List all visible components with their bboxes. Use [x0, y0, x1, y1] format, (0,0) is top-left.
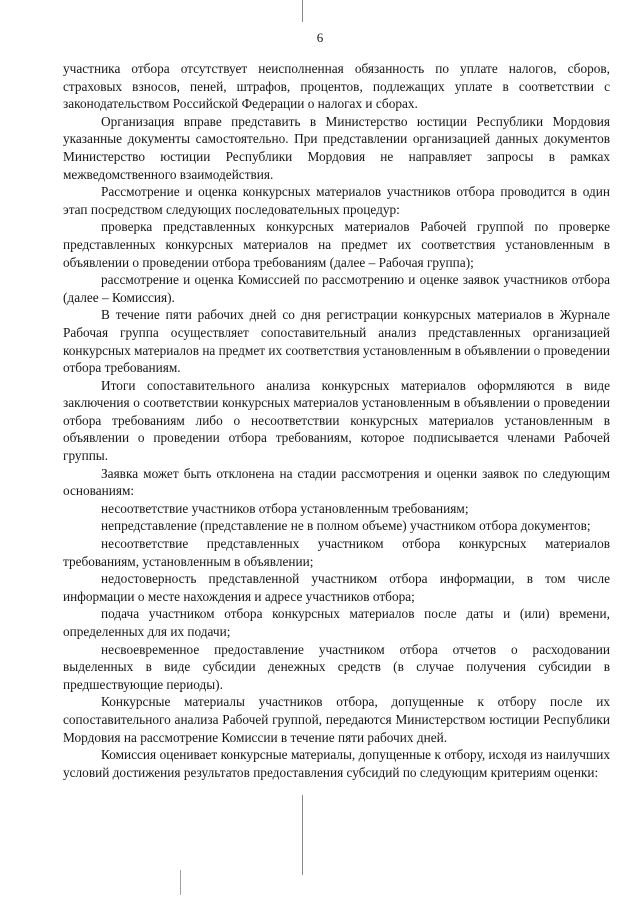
- paragraph: рассмотрение и оценка Комиссией по рассмотрению и оценке заявок участников отбора (далее – Комиссия).: [63, 272, 610, 305]
- scan-artifact-line: [180, 870, 181, 895]
- document-body: [63, 60, 610, 781]
- paragraph: Комиссия оценивает конкурсные материалы, допущенные к отбору, исходя из наилучших условий достижения результатов предоставления субсидий по следующим критериям оценки:: [63, 747, 610, 780]
- list-item: недостоверность представленной участником отбора информации, в том числе информации о месте нахождения и адресе участников отбора;: [63, 571, 610, 604]
- scan-artifact-line: [302, 795, 303, 875]
- paragraph: Конкурсные материалы участников отбора, допущенные к отбору после их сопоставительного анализа Рабочей группой, передаются Министерством юстиции Республики Мордовия на рассмотрение Комиссии в течение пяти рабочих дней.: [63, 694, 610, 745]
- list-item: несоответствие участников отбора установленным требованиям;: [101, 500, 469, 516]
- list-item: несоответствие представленных участником отбора конкурсных материалов требованиям, установленным в объявлении;: [63, 536, 610, 569]
- list-item: непредставление (представление не в полном объеме) участником отбора документов;: [101, 518, 591, 534]
- paragraph: участника отбора отсутствует неисполненная обязанность по уплате налогов, сборов, страховых взносов, пеней, штрафов, процентов, подлежащих уплате в соответствии с законодательством Российской Федерации о налогах и сборах.: [63, 61, 610, 112]
- paragraph: В течение пяти рабочих дней со дня регистрации конкурсных материалов в Журнале Рабочая группа осуществляет сопоставительный анализ представленных организацией конкурсных материалов на предмет их соответствия установленным в объявлении о проведении отбора требованиям.: [63, 307, 610, 376]
- paragraph: Организация вправе представить в Министерство юстиции Республики Мордовия указанные документы самостоятельно. При представлении организацией данных документов Министерство юстиции Республики Мордовия не направляет запросы в рамках межведомственного взаимодействия.: [63, 113, 610, 182]
- paragraph: Итоги сопоставительного анализа конкурсных материалов оформляются в виде заключения о соответствии конкурсных материалов установленным в объявлении о проведении отбора требованиям либо о несоответствии конкурсных материалов установленным в объявлении о проведении отбора требованиям, которое подписывается членами Рабочей группы.: [63, 377, 610, 464]
- scan-artifact-line: [302, 0, 303, 22]
- list-item: несвоевременное предоставление участником отбора отчетов о расходовании выделенных в виде субсидии денежных средств (в случае получения субсидии в предшествующие периоды).: [63, 641, 610, 692]
- list-item: подача участником отбора конкурсных материалов после даты и (или) времени, определенных для их подачи;: [63, 606, 610, 639]
- paragraph: Заявка может быть отклонена на стадии рассмотрения и оценки заявок по следующим основаниям:: [63, 465, 610, 499]
- page-number: 6: [316, 30, 324, 45]
- paragraph: проверка представленных конкурсных материалов Рабочей группой по проверке представленных конкурсных материалов на предмет их соответствия установленным в объявлении о проведении отбора требованиям (далее – Рабочая группа);: [63, 219, 610, 270]
- paragraph: Рассмотрение и оценка конкурсных материалов участников отбора проводится в один этап посредством следующих последовательных процедур:: [63, 184, 610, 217]
